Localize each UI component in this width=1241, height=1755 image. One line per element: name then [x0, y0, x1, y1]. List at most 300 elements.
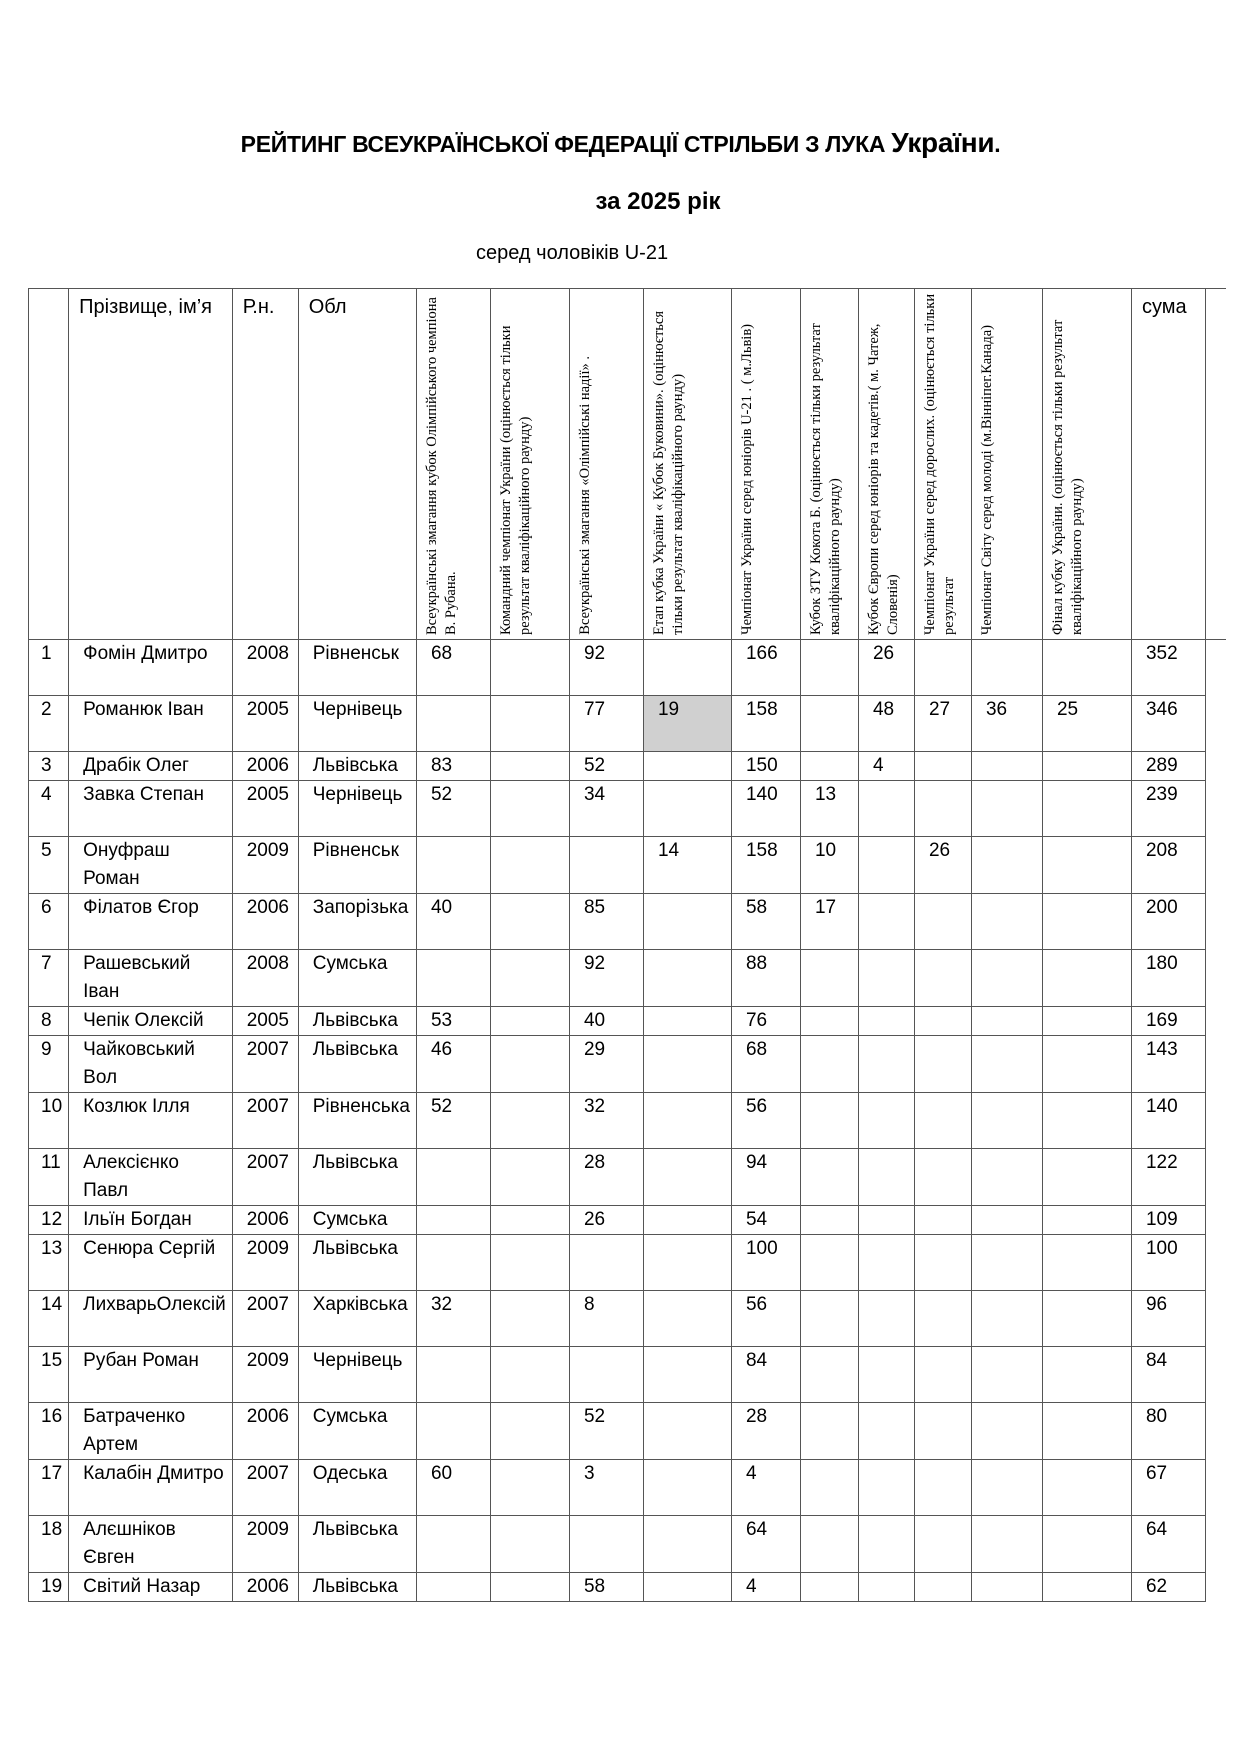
score-cell-event-4: [643, 1460, 731, 1516]
score-cell-event-10: [1042, 1149, 1131, 1206]
score-cell-event-8: [914, 894, 971, 950]
birth-year-cell: 2007: [232, 1460, 298, 1516]
name-cell: Ільїн Богдан: [69, 1206, 233, 1235]
total-cell: 239: [1131, 781, 1205, 837]
score-cell-event-2: [490, 894, 569, 950]
score-cell-event-9: [971, 1291, 1042, 1347]
score-cell-event-8: [914, 1007, 971, 1036]
extra-cell: [1205, 640, 1226, 696]
rating-category: серед чоловіків U-21: [476, 242, 669, 264]
total-cell: 122: [1131, 1149, 1205, 1206]
score-cell-event-10: [1042, 1347, 1131, 1403]
score-cell-event-5: 166: [731, 640, 800, 696]
score-cell-event-9: [971, 1036, 1042, 1093]
score-cell-event-10: [1042, 1516, 1131, 1573]
score-cell-event-2: [490, 1291, 569, 1347]
score-cell-event-9: [971, 837, 1042, 894]
score-cell-event-1: 46: [416, 1036, 490, 1093]
header-rank: [29, 289, 69, 640]
rank-cell: 2: [29, 696, 69, 752]
score-cell-event-6: 17: [800, 894, 858, 950]
rank-cell: 8: [29, 1007, 69, 1036]
score-cell-event-6: [800, 1007, 858, 1036]
score-cell-event-1: 68: [416, 640, 490, 696]
score-cell-event-6: 13: [800, 781, 858, 837]
table-row: [29, 1403, 1226, 1460]
score-cell-event-2: [490, 1235, 569, 1291]
score-cell-event-3: 3: [569, 1460, 643, 1516]
header-event-1: Всеукраїнські змагання кубок Олімпійського чемпіона В. Рубана.: [416, 289, 490, 640]
total-cell: 96: [1131, 1291, 1205, 1347]
table-row: [29, 1291, 1226, 1347]
score-cell-event-10: [1042, 1460, 1131, 1516]
score-cell-event-4: [643, 1573, 731, 1602]
score-cell-event-10: [1042, 1573, 1131, 1602]
birth-year-cell: 2009: [232, 1347, 298, 1403]
name-cell: Фомін Дмитро: [69, 640, 233, 696]
table-row: [29, 1036, 1226, 1093]
rank-cell: 9: [29, 1036, 69, 1093]
score-cell-event-4: 14: [643, 837, 731, 894]
score-cell-event-3: 28: [569, 1149, 643, 1206]
name-cell: Сенюра Сергій: [69, 1235, 233, 1291]
score-cell-event-8: [914, 1093, 971, 1149]
score-cell-event-4: [643, 752, 731, 781]
table-row: [29, 696, 1226, 752]
rank-cell: 4: [29, 781, 69, 837]
table-row: [29, 1573, 1226, 1602]
score-cell-event-5: 56: [731, 1291, 800, 1347]
name-cell: Завка Степан: [69, 781, 233, 837]
total-cell: 84: [1131, 1347, 1205, 1403]
score-cell-event-5: 54: [731, 1206, 800, 1235]
table-row: [29, 752, 1226, 781]
score-cell-event-7: 4: [858, 752, 914, 781]
score-cell-event-5: 100: [731, 1235, 800, 1291]
extra-cell: [1205, 1403, 1226, 1460]
score-cell-event-5: 4: [731, 1460, 800, 1516]
score-cell-event-2: [490, 1036, 569, 1093]
table-row: [29, 1007, 1226, 1036]
score-cell-event-2: [490, 1206, 569, 1235]
score-cell-event-5: 28: [731, 1403, 800, 1460]
total-cell: 62: [1131, 1573, 1205, 1602]
score-cell-event-10: [1042, 781, 1131, 837]
document-subtitle: за 2025 рік: [595, 188, 721, 215]
score-cell-event-9: [971, 1403, 1042, 1460]
birth-year-cell: 2006: [232, 1403, 298, 1460]
score-cell-event-9: [971, 1093, 1042, 1149]
extra-cell: [1205, 1291, 1226, 1347]
score-cell-event-10: [1042, 1291, 1131, 1347]
score-cell-event-3: [569, 1347, 643, 1403]
total-cell: 180: [1131, 950, 1205, 1007]
region-cell: Чернівець: [298, 781, 416, 837]
extra-cell: [1205, 1036, 1226, 1093]
header-event-8: Чемпіонат України серед дорослих. (оцінюється тільки результат: [914, 289, 971, 640]
score-cell-event-3: 92: [569, 640, 643, 696]
score-cell-event-3: [569, 1235, 643, 1291]
score-cell-event-2: [490, 1573, 569, 1602]
rank-cell: 18: [29, 1516, 69, 1573]
score-cell-event-9: [971, 950, 1042, 1007]
extra-cell: [1205, 1093, 1226, 1149]
score-cell-event-7: [858, 950, 914, 1007]
region-cell: Львівська: [298, 1007, 416, 1036]
score-cell-event-9: [971, 752, 1042, 781]
score-cell-event-3: 29: [569, 1036, 643, 1093]
score-cell-event-3: 52: [569, 1403, 643, 1460]
name-cell: Батраченко Артем: [69, 1403, 233, 1460]
score-cell-event-6: [800, 1149, 858, 1206]
score-cell-event-2: [490, 950, 569, 1007]
total-cell: 352: [1131, 640, 1205, 696]
score-cell-event-8: [914, 1235, 971, 1291]
score-cell-event-3: 58: [569, 1573, 643, 1602]
score-cell-event-10: [1042, 1403, 1131, 1460]
score-cell-event-10: [1042, 1093, 1131, 1149]
score-cell-event-7: [858, 837, 914, 894]
table-row: [29, 1235, 1226, 1291]
score-cell-event-3: 26: [569, 1206, 643, 1235]
name-cell: Чайковський Вол: [69, 1036, 233, 1093]
score-cell-event-5: 76: [731, 1007, 800, 1036]
score-cell-event-2: [490, 752, 569, 781]
rank-cell: 3: [29, 752, 69, 781]
extra-cell: [1205, 950, 1226, 1007]
table-row: [29, 837, 1226, 894]
score-cell-event-2: [490, 640, 569, 696]
document-title: [0, 127, 1241, 159]
score-cell-event-3: [569, 1516, 643, 1573]
rank-cell: 10: [29, 1093, 69, 1149]
score-cell-event-8: [914, 1291, 971, 1347]
table-row: [29, 1516, 1226, 1573]
score-cell-event-8: [914, 1516, 971, 1573]
table-header-row: [29, 289, 1226, 640]
score-cell-event-1: 40: [416, 894, 490, 950]
score-cell-event-9: [971, 1235, 1042, 1291]
name-cell: Чепік Олексій: [69, 1007, 233, 1036]
region-cell: Львівська: [298, 1036, 416, 1093]
score-cell-event-1: 52: [416, 781, 490, 837]
region-cell: Львівська: [298, 1235, 416, 1291]
name-cell: Алєшніков Євген: [69, 1516, 233, 1573]
extra-cell: [1205, 1206, 1226, 1235]
score-cell-event-2: [490, 837, 569, 894]
score-cell-event-2: [490, 781, 569, 837]
score-cell-event-4: [643, 1149, 731, 1206]
birth-year-cell: 2005: [232, 781, 298, 837]
birth-year-cell: 2007: [232, 1149, 298, 1206]
score-cell-event-10: [1042, 640, 1131, 696]
region-cell: Рівненська: [298, 1093, 416, 1149]
header-region: Обл: [298, 289, 416, 640]
score-cell-event-9: [971, 781, 1042, 837]
score-cell-event-1: 53: [416, 1007, 490, 1036]
score-cell-event-5: 56: [731, 1093, 800, 1149]
rank-cell: 11: [29, 1149, 69, 1206]
header-event-7: Кубок Європи серед юніорів та кадетів.( м. Чатеж, Словенія): [858, 289, 914, 640]
birth-year-cell: 2008: [232, 950, 298, 1007]
score-cell-event-6: [800, 696, 858, 752]
score-cell-event-8: 26: [914, 837, 971, 894]
score-cell-event-2: [490, 1403, 569, 1460]
birth-year-cell: 2006: [232, 1573, 298, 1602]
score-cell-event-4: [643, 640, 731, 696]
total-cell: 200: [1131, 894, 1205, 950]
score-cell-event-5: 88: [731, 950, 800, 1007]
extra-cell: [1205, 1347, 1226, 1403]
region-cell: Рівненськ: [298, 640, 416, 696]
name-cell: Рубан Роман: [69, 1347, 233, 1403]
total-cell: 67: [1131, 1460, 1205, 1516]
score-cell-event-2: [490, 1347, 569, 1403]
table-row: [29, 1149, 1226, 1206]
score-cell-event-4: [643, 1516, 731, 1573]
name-cell: Рашевський Іван: [69, 950, 233, 1007]
score-cell-event-8: [914, 640, 971, 696]
rank-cell: 19: [29, 1573, 69, 1602]
rating-table: [28, 288, 1226, 1602]
score-cell-event-1: [416, 1149, 490, 1206]
score-cell-event-6: [800, 1036, 858, 1093]
score-cell-event-7: [858, 1007, 914, 1036]
rank-cell: 15: [29, 1347, 69, 1403]
score-cell-event-2: [490, 1007, 569, 1036]
score-cell-event-7: 48: [858, 696, 914, 752]
score-cell-event-9: [971, 1573, 1042, 1602]
table-row: [29, 1460, 1226, 1516]
score-cell-event-4: [643, 781, 731, 837]
birth-year-cell: 2009: [232, 1516, 298, 1573]
score-cell-event-6: [800, 1573, 858, 1602]
score-cell-event-9: [971, 894, 1042, 950]
score-cell-event-5: 84: [731, 1347, 800, 1403]
score-cell-event-3: 85: [569, 894, 643, 950]
score-cell-event-1: [416, 1573, 490, 1602]
score-cell-event-6: [800, 1235, 858, 1291]
score-cell-event-6: [800, 1206, 858, 1235]
extra-cell: [1205, 1573, 1226, 1602]
name-cell: Алексієнко Павл: [69, 1149, 233, 1206]
score-cell-event-1: 83: [416, 752, 490, 781]
score-cell-event-1: [416, 1403, 490, 1460]
score-cell-event-6: [800, 752, 858, 781]
region-cell: Рівненськ: [298, 837, 416, 894]
score-cell-event-7: [858, 1403, 914, 1460]
score-cell-event-4: [643, 1347, 731, 1403]
score-cell-event-5: 158: [731, 696, 800, 752]
birth-year-cell: 2006: [232, 894, 298, 950]
extra-cell: [1205, 1516, 1226, 1573]
total-cell: 64: [1131, 1516, 1205, 1573]
score-cell-event-1: 60: [416, 1460, 490, 1516]
name-cell: Драбік Олег: [69, 752, 233, 781]
total-cell: 80: [1131, 1403, 1205, 1460]
score-cell-event-8: 27: [914, 696, 971, 752]
score-cell-event-3: 77: [569, 696, 643, 752]
score-cell-event-3: [569, 837, 643, 894]
score-cell-event-8: [914, 950, 971, 1007]
region-cell: Львівська: [298, 1149, 416, 1206]
score-cell-event-2: [490, 1516, 569, 1573]
region-cell: Чернівець: [298, 696, 416, 752]
score-cell-event-4: [643, 1093, 731, 1149]
header-birth-year: Р.н.: [232, 289, 298, 640]
score-cell-event-1: [416, 837, 490, 894]
score-cell-event-6: [800, 1347, 858, 1403]
score-cell-event-5: 68: [731, 1036, 800, 1093]
score-cell-event-5: 94: [731, 1149, 800, 1206]
score-cell-event-4: [643, 1291, 731, 1347]
score-cell-event-3: 52: [569, 752, 643, 781]
score-cell-event-5: 64: [731, 1516, 800, 1573]
score-cell-event-9: [971, 1516, 1042, 1573]
score-cell-event-9: [971, 1460, 1042, 1516]
score-cell-event-5: 140: [731, 781, 800, 837]
header-event-3: Всеукраїнські змагання «Олімпійські надії» .: [569, 289, 643, 640]
rank-cell: 7: [29, 950, 69, 1007]
table-row: [29, 950, 1226, 1007]
score-cell-event-10: [1042, 1235, 1131, 1291]
total-cell: 289: [1131, 752, 1205, 781]
score-cell-event-8: [914, 781, 971, 837]
region-cell: Сумська: [298, 1206, 416, 1235]
total-cell: 109: [1131, 1206, 1205, 1235]
rank-cell: 13: [29, 1235, 69, 1291]
rank-cell: 16: [29, 1403, 69, 1460]
total-cell: 140: [1131, 1093, 1205, 1149]
score-cell-event-10: [1042, 837, 1131, 894]
score-cell-event-10: [1042, 1036, 1131, 1093]
title-period: .: [994, 131, 1001, 157]
birth-year-cell: 2007: [232, 1036, 298, 1093]
total-cell: 346: [1131, 696, 1205, 752]
score-cell-event-4: [643, 950, 731, 1007]
table-row: [29, 1093, 1226, 1149]
extra-cell: [1205, 696, 1226, 752]
extra-cell: [1205, 837, 1226, 894]
extra-cell: [1205, 752, 1226, 781]
score-cell-event-10: [1042, 1206, 1131, 1235]
region-cell: Сумська: [298, 1403, 416, 1460]
score-cell-event-2: [490, 1460, 569, 1516]
score-cell-event-9: [971, 1206, 1042, 1235]
rank-cell: 6: [29, 894, 69, 950]
score-cell-event-3: 34: [569, 781, 643, 837]
score-cell-event-3: 40: [569, 1007, 643, 1036]
name-cell: Романюк Іван: [69, 696, 233, 752]
score-cell-event-5: 150: [731, 752, 800, 781]
extra-cell: [1205, 1007, 1226, 1036]
score-cell-event-7: [858, 1093, 914, 1149]
score-cell-event-7: [858, 1573, 914, 1602]
header-event-5: Чемпіонат України серед юніорів U-21 . ( м.Львів): [731, 289, 800, 640]
score-cell-event-1: [416, 1516, 490, 1573]
score-cell-event-2: [490, 1149, 569, 1206]
score-cell-event-6: [800, 1460, 858, 1516]
header-event-9: Чемпіонат Світу серед молоді (м.Вінніпег.Канада): [971, 289, 1042, 640]
score-cell-event-8: [914, 752, 971, 781]
score-cell-event-4: [643, 1007, 731, 1036]
score-cell-event-3: 92: [569, 950, 643, 1007]
rank-cell: 1: [29, 640, 69, 696]
extra-cell: [1205, 894, 1226, 950]
region-cell: Львівська: [298, 752, 416, 781]
score-cell-event-7: [858, 781, 914, 837]
birth-year-cell: 2008: [232, 640, 298, 696]
header-event-4: Етап кубка України « Кубок Буковини». (оцінюється тільки результат кваліфікаційного раунду): [643, 289, 731, 640]
score-cell-event-7: [858, 1206, 914, 1235]
header-event-2: Командний чемпіонат України (оцінюється тільки результат кваліфікаційного раунду): [490, 289, 569, 640]
table-row: [29, 1206, 1226, 1235]
score-cell-event-6: [800, 640, 858, 696]
score-cell-event-10: 25: [1042, 696, 1131, 752]
region-cell: Одеська: [298, 1460, 416, 1516]
score-cell-event-7: [858, 1235, 914, 1291]
birth-year-cell: 2009: [232, 837, 298, 894]
score-cell-event-7: [858, 1291, 914, 1347]
score-cell-event-8: [914, 1206, 971, 1235]
score-cell-event-5: 158: [731, 837, 800, 894]
region-cell: Львівська: [298, 1516, 416, 1573]
title-country: України: [891, 127, 995, 158]
name-cell: Калабін Дмитро: [69, 1460, 233, 1516]
score-cell-event-3: 8: [569, 1291, 643, 1347]
score-cell-event-7: [858, 1460, 914, 1516]
score-cell-event-2: [490, 1093, 569, 1149]
score-cell-event-1: [416, 696, 490, 752]
score-cell-event-1: [416, 1347, 490, 1403]
birth-year-cell: 2006: [232, 752, 298, 781]
total-cell: 169: [1131, 1007, 1205, 1036]
table-row: [29, 894, 1226, 950]
header-event-10: Фінал кубку України. (оцінюється тільки результат кваліфікаційного раунду): [1042, 289, 1131, 640]
region-cell: Запорізька: [298, 894, 416, 950]
name-cell: Світий Назар: [69, 1573, 233, 1602]
birth-year-cell: 2009: [232, 1235, 298, 1291]
extra-cell: [1205, 1460, 1226, 1516]
score-cell-event-7: [858, 894, 914, 950]
score-cell-event-1: 52: [416, 1093, 490, 1149]
extra-cell: [1205, 1235, 1226, 1291]
header-total: сума: [1131, 289, 1205, 640]
total-cell: 100: [1131, 1235, 1205, 1291]
score-cell-event-4: [643, 1403, 731, 1460]
score-cell-event-9: 36: [971, 696, 1042, 752]
score-cell-event-7: [858, 1149, 914, 1206]
score-cell-event-6: [800, 1291, 858, 1347]
score-cell-event-7: [858, 1516, 914, 1573]
rank-cell: 12: [29, 1206, 69, 1235]
total-cell: 208: [1131, 837, 1205, 894]
score-cell-event-8: [914, 1036, 971, 1093]
rating-table-body: [29, 640, 1226, 1602]
score-cell-event-1: [416, 1235, 490, 1291]
region-cell: Харківська: [298, 1291, 416, 1347]
score-cell-event-6: [800, 950, 858, 1007]
title-main: РЕЙТИНГ ВСЕУКРАЇНСЬКОЇ ФЕДЕРАЦІЇ СТРІЛЬБИ З ЛУКА: [240, 131, 892, 157]
score-cell-event-8: [914, 1403, 971, 1460]
score-cell-event-10: [1042, 1007, 1131, 1036]
birth-year-cell: 2005: [232, 696, 298, 752]
name-cell: Філатов Єгор: [69, 894, 233, 950]
score-cell-event-4: 19: [643, 696, 731, 752]
score-cell-event-6: [800, 1516, 858, 1573]
table-row: [29, 640, 1226, 696]
table-row: [29, 781, 1226, 837]
